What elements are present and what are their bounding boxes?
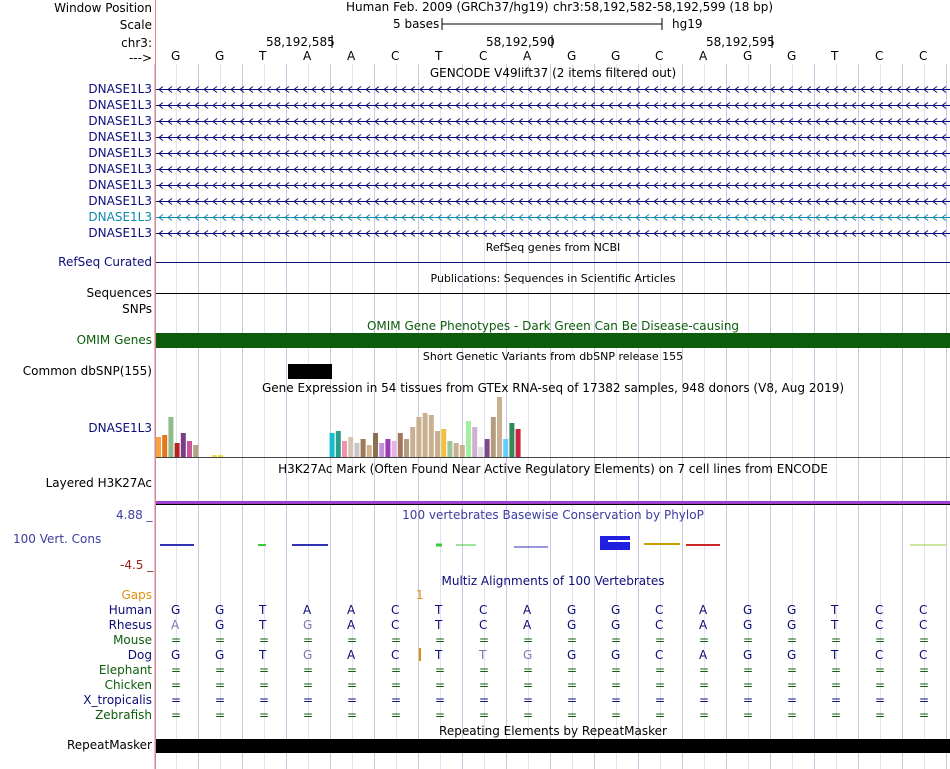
aligned-base: = (171, 663, 182, 677)
gencode-transcript-line[interactable] (156, 82, 950, 96)
reference-base: C (919, 49, 928, 63)
h3k27ac-track-label[interactable]: Layered H3K27Ac (45, 476, 152, 490)
gtex-track-label[interactable]: DNASE1L3 (88, 421, 152, 435)
gtex-tissue-bar[interactable] (330, 433, 335, 457)
aligned-base: = (743, 708, 754, 722)
phylop-track-title: 100 vertebrates Basewise Conservation by PhyloP (402, 508, 704, 522)
aligned-base: G (743, 618, 753, 632)
gencode-transcript-line[interactable] (156, 130, 950, 144)
snps-track-label[interactable]: SNPs (122, 302, 152, 316)
aligned-base: = (787, 678, 798, 692)
gtex-tissue-bar[interactable] (410, 427, 415, 457)
reference-base: G (611, 49, 621, 63)
aligned-base: = (171, 633, 182, 647)
aligned-base: G (743, 603, 753, 617)
gtex-tissue-bar[interactable] (435, 431, 440, 457)
phylop-max-label: 4.88 _ (116, 508, 153, 522)
aligned-base: = (787, 663, 798, 677)
aligned-base: C (875, 618, 884, 632)
repeatmasker-track-label[interactable]: RepeatMasker (66, 738, 152, 752)
reference-sequence (0, 49, 950, 64)
ruler-tick-label: 58,192,590 (486, 35, 555, 49)
aligned-base: C (655, 648, 664, 662)
aligned-base: = (567, 663, 578, 677)
aligned-base: G (787, 603, 797, 617)
aligned-base: T (259, 603, 267, 617)
window-position-label: Window Position (54, 1, 152, 15)
gtex-tissue-bar[interactable] (354, 443, 359, 457)
aligned-base: = (655, 708, 666, 722)
position-readout: chr3:58,192,582-58,192,599 (18 bp) (553, 0, 774, 14)
aligned-base: = (919, 633, 930, 647)
aligned-base: = (435, 708, 446, 722)
gencode-transcript-label[interactable]: DNASE1L3 (88, 162, 152, 176)
gtex-tissue-bar[interactable] (168, 417, 173, 457)
repeat-element[interactable] (156, 739, 950, 753)
aligned-base: T (831, 618, 839, 632)
h3k27ac-track-title: H3K27Ac Mark (Often Found Near Active Regulatory Elements) on 7 cell lines from ENCODE (278, 462, 828, 476)
reference-base: A (303, 49, 312, 63)
species-label: X_tropicalis (83, 693, 152, 707)
reference-base: G (743, 49, 753, 63)
aligned-base: T (259, 648, 267, 662)
phylop-min-label: -4.5 _ (120, 558, 154, 572)
gtex-tissue-bar[interactable] (454, 443, 459, 457)
aligned-base: G (611, 648, 621, 662)
aligned-base: = (171, 678, 182, 692)
gencode-transcript-label[interactable]: DNASE1L3 (88, 194, 152, 208)
aligned-base: G (303, 618, 313, 632)
ruler-tick-label: 58,192,595 (706, 35, 775, 49)
gtex-tissue-bar[interactable] (466, 421, 471, 457)
aligned-base: = (435, 678, 446, 692)
aligned-base: = (391, 678, 402, 692)
aligned-base: = (699, 633, 710, 647)
aligned-base: = (875, 633, 886, 647)
aligned-base: C (919, 648, 928, 662)
gtex-tissue-bar[interactable] (441, 429, 446, 457)
aligned-base: C (655, 618, 664, 632)
species-label: Mouse (113, 633, 152, 647)
h3k27ac-baseline (156, 504, 950, 505)
aligned-base: C (655, 603, 664, 617)
gtex-tissue-bar[interactable] (193, 445, 198, 457)
reference-base: T (435, 49, 443, 63)
gencode-transcript-label[interactable]: DNASE1L3 (88, 226, 152, 240)
strand-label: ---> (128, 51, 152, 65)
reference-base: G (567, 49, 577, 63)
gencode-transcript-label[interactable]: DNASE1L3 (88, 98, 152, 112)
aligned-base: = (831, 708, 842, 722)
gtex-tissue-bar[interactable] (373, 433, 378, 457)
aligned-base: C (919, 618, 928, 632)
gtex-tissue-bar[interactable] (162, 435, 167, 457)
reference-base: C (479, 49, 488, 63)
aligned-base: A (347, 618, 356, 632)
assembly-title: Human Feb. 2009 (GRCh37/hg19) (346, 0, 549, 14)
aligned-base: = (347, 633, 358, 647)
reference-base: T (831, 49, 839, 63)
reference-base: G (171, 49, 181, 63)
aligned-base: = (523, 678, 534, 692)
aligned-base: A (347, 603, 356, 617)
repeatmasker-track-title: Repeating Elements by RepeatMasker (439, 724, 667, 738)
gtex-tissue-bar[interactable] (460, 445, 465, 457)
aligned-base: = (611, 678, 622, 692)
gtex-expression-bars[interactable] (156, 396, 536, 458)
gtex-tissue-bar[interactable] (187, 441, 192, 457)
aligned-base: = (699, 678, 710, 692)
aligned-base: T (259, 618, 267, 632)
gtex-tissue-bar[interactable] (156, 437, 161, 457)
aligned-base: = (259, 663, 270, 677)
omim-gene-bar[interactable] (156, 333, 950, 348)
aligned-base: = (919, 663, 930, 677)
aligned-base: T (435, 648, 443, 662)
publications-track-title: Publications: Sequences in Scientific Articles (430, 272, 676, 285)
aligned-base: = (303, 633, 314, 647)
aligned-base: = (171, 693, 182, 707)
reference-base: C (875, 49, 884, 63)
aligned-base: = (259, 678, 270, 692)
aligned-base: = (435, 663, 446, 677)
aligned-base: C (479, 603, 488, 617)
aligned-base: = (479, 678, 490, 692)
gtex-tissue-bar[interactable] (175, 443, 180, 457)
gtex-tissue-bar[interactable] (416, 417, 421, 457)
aligned-base: = (479, 693, 490, 707)
aligned-base: = (215, 633, 226, 647)
aligned-base: = (655, 678, 666, 692)
ruler-ticks (0, 34, 950, 50)
ruler-tick-label: 58,192,585 (266, 35, 335, 49)
aligned-base: G (171, 603, 181, 617)
aligned-base: T (479, 648, 487, 662)
species-label: Rhesus (108, 618, 152, 632)
omim-track-title: OMIM Gene Phenotypes - Dark Green Can Be Disease-causing (366, 319, 740, 333)
aligned-base: G (611, 618, 621, 632)
aligned-base: = (523, 693, 534, 707)
gtex-tissue-bar[interactable] (503, 439, 508, 457)
gencode-transcript-line[interactable] (156, 98, 950, 112)
aligned-base: G (567, 618, 577, 632)
aligned-base: = (743, 663, 754, 677)
reference-base: T (259, 49, 267, 63)
aligned-base: C (919, 603, 928, 617)
gtex-tissue-bar[interactable] (429, 415, 434, 457)
refseq-gene-line[interactable] (156, 262, 950, 263)
aligned-base: = (479, 633, 490, 647)
aligned-base: = (699, 708, 710, 722)
aligned-base: = (567, 708, 578, 722)
gtex-tissue-bar[interactable] (404, 439, 409, 457)
aligned-base: = (875, 693, 886, 707)
gtex-tissue-bar[interactable] (491, 417, 496, 457)
aligned-base: = (435, 633, 446, 647)
phylop-signal[interactable] (156, 530, 950, 554)
gtex-tissue-bar[interactable] (392, 441, 397, 457)
aligned-base: C (875, 648, 884, 662)
aligned-base: = (303, 678, 314, 692)
gtex-tissue-bar[interactable] (423, 413, 428, 457)
aligned-base: C (479, 618, 488, 632)
aligned-base: = (391, 693, 402, 707)
aligned-base: G (787, 618, 797, 632)
aligned-base: G (523, 648, 533, 662)
species-label: Zebrafish (95, 708, 152, 722)
gtex-tissue-bar[interactable] (497, 397, 502, 457)
aligned-base: = (611, 633, 622, 647)
aligned-base: T (435, 618, 443, 632)
aligned-base: G (787, 648, 797, 662)
aligned-base: G (215, 603, 225, 617)
aligned-base: G (611, 603, 621, 617)
gtex-tissue-bar[interactable] (472, 427, 477, 457)
gencode-transcript-line[interactable] (156, 178, 950, 192)
aligned-base: = (391, 633, 402, 647)
aligned-base: = (171, 708, 182, 722)
aligned-base: = (831, 663, 842, 677)
aligned-base: = (215, 693, 226, 707)
aligned-base: = (523, 633, 534, 647)
aligned-base: = (523, 708, 534, 722)
gencode-transcript-label[interactable]: DNASE1L3 (88, 178, 152, 192)
aligned-base: G (743, 648, 753, 662)
gencode-transcript-line[interactable] (156, 194, 950, 208)
aligned-base: T (831, 603, 839, 617)
species-label: Elephant (98, 663, 152, 677)
gencode-transcript-line[interactable] (156, 210, 950, 224)
aligned-base: C (391, 648, 400, 662)
aligned-base: = (259, 708, 270, 722)
aligned-base: A (303, 603, 312, 617)
gtex-tissue-bar[interactable] (348, 437, 353, 457)
aligned-base: = (259, 633, 270, 647)
aligned-base: = (567, 633, 578, 647)
aligned-base: T (831, 648, 839, 662)
scale-label: Scale (119, 18, 152, 32)
gencode-transcript-line[interactable] (156, 226, 950, 240)
gtex-tissue-bar[interactable] (485, 439, 490, 457)
aligned-base: = (303, 663, 314, 677)
gencode-transcript-label[interactable]: DNASE1L3 (88, 146, 152, 160)
refseq-track-title: RefSeq genes from NCBI (485, 241, 621, 254)
scale-bar (440, 17, 666, 31)
aligned-base: A (523, 618, 532, 632)
gtex-tissue-bar[interactable] (181, 433, 186, 457)
gtex-tissue-bar[interactable] (336, 431, 341, 457)
chr-label: chr3: (121, 36, 152, 50)
gaps-label: Gaps (121, 588, 152, 602)
gencode-transcript-line[interactable] (156, 146, 950, 160)
aligned-base: C (391, 618, 400, 632)
aligned-base: = (347, 708, 358, 722)
aligned-base: = (655, 633, 666, 647)
aligned-base: = (215, 663, 226, 677)
gencode-transcript-line[interactable] (156, 114, 950, 128)
aligned-base: = (875, 678, 886, 692)
aligned-base: = (567, 678, 578, 692)
aligned-base: A (699, 603, 708, 617)
aligned-base: = (919, 693, 930, 707)
gencode-track-title: GENCODE V49lift37 (2 items filtered out) (429, 66, 677, 80)
publications-line[interactable] (156, 293, 950, 294)
reference-base: A (523, 49, 532, 63)
gtex-tissue-bar[interactable] (379, 443, 384, 457)
aligned-base: = (259, 693, 270, 707)
gtex-tissue-bar[interactable] (385, 439, 390, 457)
gtex-tissue-bar[interactable] (342, 441, 347, 457)
aligned-base: G (171, 648, 181, 662)
aligned-base: = (391, 708, 402, 722)
aligned-base: = (567, 693, 578, 707)
reference-base: G (215, 49, 225, 63)
reference-base: A (347, 49, 356, 63)
aligned-base: = (787, 693, 798, 707)
aligned-base: G (567, 648, 577, 662)
aligned-base: = (347, 693, 358, 707)
aligned-base: = (347, 663, 358, 677)
reference-base: A (699, 49, 708, 63)
aligned-base: = (523, 663, 534, 677)
aligned-base: = (919, 708, 930, 722)
gtex-tissue-bar[interactable] (447, 441, 452, 457)
gtex-tissue-bar[interactable] (509, 423, 514, 457)
aligned-base: A (699, 618, 708, 632)
gap-marker (419, 648, 421, 661)
aligned-base: = (743, 678, 754, 692)
aligned-base: = (303, 693, 314, 707)
aligned-base: = (435, 693, 446, 707)
gencode-transcript-label[interactable]: DNASE1L3 (88, 210, 152, 224)
aligned-base: = (215, 708, 226, 722)
aligned-base: A (699, 648, 708, 662)
aligned-base: = (919, 678, 930, 692)
aligned-base: C (391, 603, 400, 617)
aligned-base: = (787, 708, 798, 722)
aligned-base: T (435, 603, 443, 617)
aligned-base: G (215, 618, 225, 632)
aligned-base: = (743, 693, 754, 707)
aligned-base: = (699, 693, 710, 707)
scale-text: 5 bases (393, 17, 440, 31)
aligned-base: = (391, 663, 402, 677)
gencode-transcript-label[interactable]: DNASE1L3 (88, 114, 152, 128)
refseq-track-label[interactable]: RefSeq Curated (58, 255, 152, 269)
multiz-track-title: Multiz Alignments of 100 Vertebrates (441, 574, 665, 588)
phylop-track-label[interactable]: 100 Vert. Cons (13, 532, 102, 546)
aligned-base: = (831, 693, 842, 707)
gap-count: 1 (416, 588, 424, 602)
dbsnp-variant[interactable] (288, 364, 332, 379)
aligned-base: = (479, 663, 490, 677)
sequences-track-label[interactable]: Sequences (86, 286, 152, 300)
aligned-base: = (655, 693, 666, 707)
aligned-base: A (347, 648, 356, 662)
gtex-baseline (156, 457, 950, 458)
aligned-base: = (875, 663, 886, 677)
aligned-base: = (831, 633, 842, 647)
species-label: Chicken (104, 678, 152, 692)
gtex-tissue-bar[interactable] (367, 445, 372, 457)
reference-base: C (391, 49, 400, 63)
aligned-base: = (831, 678, 842, 692)
gtex-track-title: Gene Expression in 54 tissues from GTEx RNA-seq of 17382 samples, 948 donors (V8, Aug 2019) (261, 381, 845, 395)
gtex-tissue-bar[interactable] (478, 447, 483, 457)
aligned-base: = (215, 678, 226, 692)
aligned-base: = (611, 693, 622, 707)
species-label: Human (108, 603, 152, 617)
gtex-tissue-bar[interactable] (516, 429, 521, 457)
aligned-base: C (875, 603, 884, 617)
gencode-transcript-label[interactable]: DNASE1L3 (88, 130, 152, 144)
species-label: Dog (127, 648, 152, 662)
dbsnp-track-title: Short Genetic Variants from dbSNP release 155 (422, 350, 684, 363)
reference-base: C (655, 49, 664, 63)
aligned-base: G (215, 648, 225, 662)
db-label: hg19 (672, 17, 703, 31)
aligned-base: G (303, 648, 313, 662)
aligned-base: = (655, 663, 666, 677)
gencode-transcript-label[interactable]: DNASE1L3 (88, 82, 152, 96)
aligned-base: = (787, 633, 798, 647)
aligned-base: = (479, 708, 490, 722)
aligned-base: A (523, 603, 532, 617)
aligned-base: = (303, 708, 314, 722)
aligned-base: = (699, 663, 710, 677)
omim-track-label[interactable]: OMIM Genes (76, 333, 152, 347)
gtex-tissue-bar[interactable] (361, 439, 366, 457)
dbsnp-track-label[interactable]: Common dbSNP(155) (22, 364, 152, 378)
reference-base: G (787, 49, 797, 63)
aligned-base: = (875, 708, 886, 722)
aligned-base: G (567, 603, 577, 617)
aligned-base: = (611, 708, 622, 722)
gtex-tissue-bar[interactable] (398, 433, 403, 457)
aligned-base: = (347, 678, 358, 692)
aligned-base: A (171, 618, 180, 632)
gencode-transcript-line[interactable] (156, 162, 950, 176)
aligned-base: = (743, 633, 754, 647)
aligned-base: = (611, 663, 622, 677)
